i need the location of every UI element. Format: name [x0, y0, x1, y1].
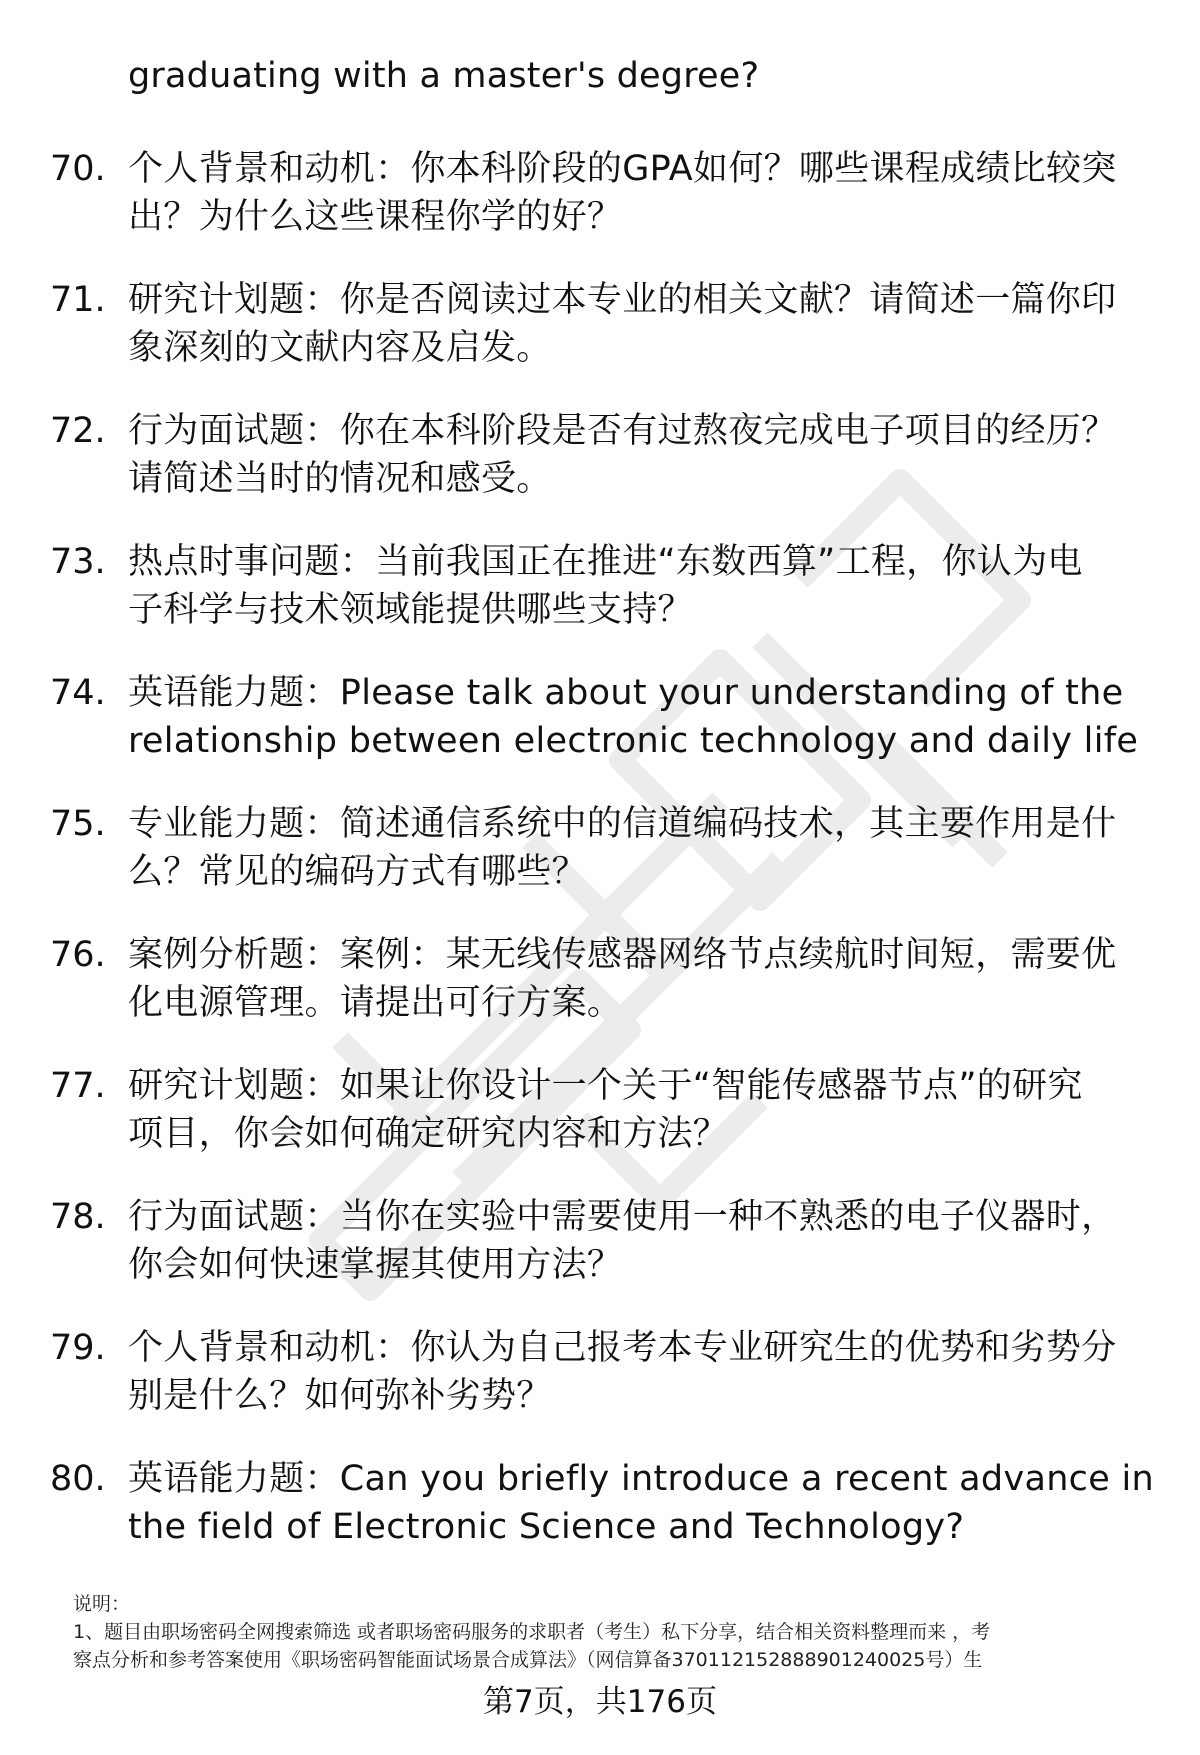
question-line: 象深刻的文献内容及启发。	[128, 328, 552, 368]
question-line: 个人背景和动机：你认为自己报考本专业研究生的优势和劣势分	[128, 1328, 1117, 1368]
question-text	[128, 800, 1188, 896]
question-number: 80.	[50, 1459, 106, 1499]
question-line: 你会如何快速掌握其使用方法？	[128, 1245, 623, 1285]
question-item-70	[50, 145, 1150, 276]
question-line: 专业能力题：简述通信系统中的信道编码技术，其主要作用是什	[128, 804, 1117, 844]
question-number: 78.	[50, 1197, 106, 1237]
question-line: 项目，你会如何确定研究内容和方法？	[128, 1114, 729, 1154]
notes-heading: 说明：	[73, 1593, 131, 1615]
question-item-75	[50, 800, 1150, 931]
question-line: 个人背景和动机：你本科阶段的GPA如何？哪些课程成绩比较突	[128, 149, 1117, 189]
notes-section	[73, 1590, 1163, 1674]
question-list	[50, 145, 1154, 1586]
question-line: 热点时事问题：当前我国正在推进“东数西算”工程，你认为电	[128, 542, 1083, 582]
question-item-74	[50, 669, 1150, 800]
question-number: 72.	[50, 411, 106, 451]
question-number: 71.	[50, 280, 106, 320]
question-line: 研究计划题：如果让你设计一个关于“智能传感器节点”的研究	[128, 1066, 1083, 1106]
question-text	[128, 1324, 1188, 1420]
question-number: 70.	[50, 149, 106, 189]
question-line: 案例分析题：案例：某无线传感器网络节点续航时间短，需要优	[128, 935, 1117, 975]
question-line: relationship between electronic technology and daily life	[128, 721, 1139, 761]
question-line: 英语能力题：Can you briefly introduce a recent advance in	[128, 1459, 1154, 1499]
question-line: 别是什么？如何弥补劣势？	[128, 1376, 552, 1416]
question-line: 么？常见的编码方式有哪些？	[128, 852, 587, 892]
question-continuation: graduating with a master's degree?	[128, 56, 760, 96]
question-number: 74.	[50, 673, 106, 713]
question-line: 英语能力题：Please talk about your understanding of the	[128, 673, 1124, 713]
question-number: 73.	[50, 542, 106, 582]
question-line: 化电源管理。请提出可行方案。	[128, 983, 623, 1023]
question-text	[128, 669, 1188, 765]
question-text	[128, 931, 1188, 1027]
question-item-72	[50, 407, 1150, 538]
page-footer: 第7页，共176页	[483, 1684, 717, 1720]
question-item-76	[50, 931, 1150, 1062]
question-item-71	[50, 276, 1150, 407]
question-line: 研究计划题：你是否阅读过本专业的相关文献？请简述一篇你印	[128, 280, 1117, 320]
question-item-78	[50, 1193, 1150, 1324]
question-item-80	[50, 1455, 1154, 1586]
notes-line: 察点分析和参考答案使用《职场密码智能面试场景合成算法》（网信算备370112152888901240025号）生	[73, 1649, 983, 1671]
question-text	[128, 145, 1188, 241]
question-line: 行为面试题：你在本科阶段是否有过熬夜完成电子项目的经历？	[128, 411, 1117, 451]
question-number: 76.	[50, 935, 106, 975]
question-item-73	[50, 538, 1150, 669]
question-text	[128, 407, 1188, 503]
notes-line: 1、题目由职场密码全网搜索筛选 或者职场密码服务的求职者（考生）私下分享，结合相关资料整理而来 ，考	[73, 1621, 991, 1643]
question-line: 子科学与技术领域能提供哪些支持？	[128, 590, 693, 630]
question-line: 请简述当时的情况和感受。	[128, 459, 552, 499]
question-number: 77.	[50, 1066, 106, 1106]
question-text	[128, 1455, 1188, 1551]
question-number: 79.	[50, 1328, 106, 1368]
question-item-77	[50, 1062, 1150, 1193]
question-text	[128, 1062, 1188, 1158]
question-line: 出？为什么这些课程你学的好？	[128, 197, 623, 237]
question-line: the field of Electronic Science and Technology?	[128, 1507, 965, 1547]
question-item-79	[50, 1324, 1150, 1455]
question-line: 行为面试题：当你在实验中需要使用一种不熟悉的电子仪器时，	[128, 1197, 1117, 1237]
question-text	[128, 538, 1188, 634]
question-text	[128, 276, 1188, 372]
question-text	[128, 1193, 1188, 1289]
question-number: 75.	[50, 804, 106, 844]
